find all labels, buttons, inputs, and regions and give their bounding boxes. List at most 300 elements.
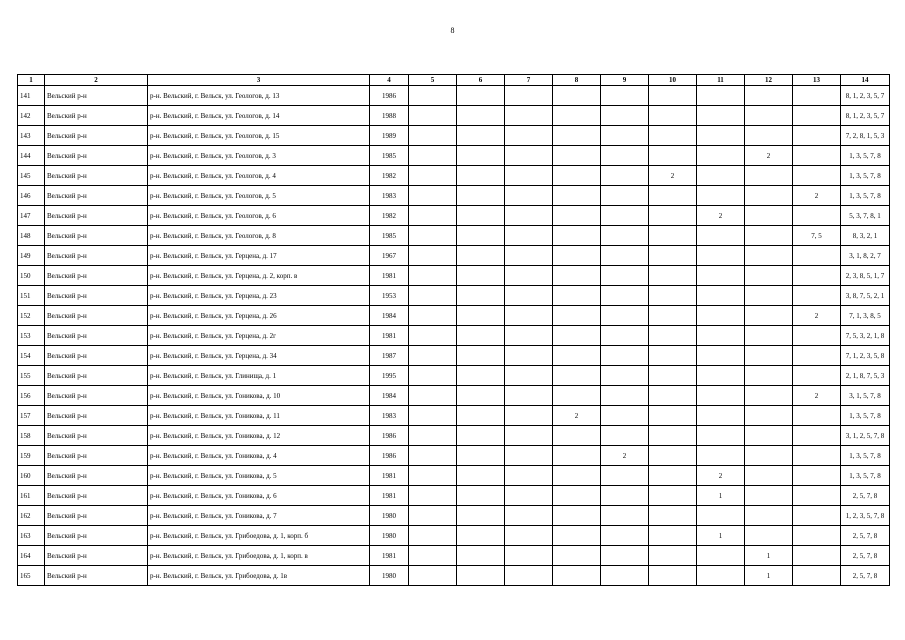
col-8-cell [553,106,601,126]
col-12-cell [745,486,793,506]
col-12-cell [745,526,793,546]
row-number-cell: 148 [18,226,45,246]
col-9-cell [601,186,649,206]
district-cell: Вельский р-н [45,286,148,306]
address-cell: р-н. Вельский, г. Вельск, ул. Геологов, д. 4 [148,166,370,186]
district-cell: Вельский р-н [45,166,148,186]
col-6-cell [457,406,505,426]
col-10-cell [649,106,697,126]
column-header: 5 [409,75,457,86]
col-5-cell [409,446,457,466]
table-row [18,526,890,546]
table-row [18,486,890,506]
table-row [18,466,890,486]
table-row [18,86,890,106]
col-8-cell [553,386,601,406]
col-8-cell [553,206,601,226]
col-7-cell [505,166,553,186]
row-number-cell: 160 [18,466,45,486]
col-13-cell [793,146,841,166]
row-number-cell: 149 [18,246,45,266]
col-11-cell [697,226,745,246]
row-number-cell: 163 [18,526,45,546]
col-6-cell [457,366,505,386]
col-10-cell [649,146,697,166]
col-9-cell [601,506,649,526]
col-8-cell: 2 [553,406,601,426]
col-10-cell [649,226,697,246]
col-10-cell [649,566,697,586]
col-7-cell [505,566,553,586]
col-10-cell [649,246,697,266]
address-cell: р-н. Вельский, г. Вельск, ул. Геологов, д. 6 [148,206,370,226]
col-6-cell [457,506,505,526]
row-number-cell: 147 [18,206,45,226]
col-8-cell [553,166,601,186]
col-13-cell [793,106,841,126]
district-cell: Вельский р-н [45,426,148,446]
district-cell: Вельский р-н [45,526,148,546]
col-13-cell [793,486,841,506]
table-row [18,506,890,526]
col-6-cell [457,546,505,566]
district-cell: Вельский р-н [45,246,148,266]
year-cell: 1988 [370,106,409,126]
col-7-cell [505,126,553,146]
row-number-cell: 145 [18,166,45,186]
year-cell: 1982 [370,166,409,186]
row-number-cell: 158 [18,426,45,446]
col-6-cell [457,126,505,146]
table-row [18,166,890,186]
col-7-cell [505,506,553,526]
col-8-cell [553,446,601,466]
district-cell: Вельский р-н [45,146,148,166]
col-5-cell [409,346,457,366]
district-cell: Вельский р-н [45,466,148,486]
col-13-cell [793,266,841,286]
col-8-cell [553,226,601,246]
col-9-cell [601,146,649,166]
col-14-cell: 1, 3, 5, 7, 8 [841,186,890,206]
col-11-cell: 2 [697,466,745,486]
address-cell: р-н. Вельский, г. Вельск, ул. Геологов, д. 15 [148,126,370,146]
col-12-cell [745,106,793,126]
col-11-cell [697,406,745,426]
col-8-cell [553,486,601,506]
col-8-cell [553,86,601,106]
col-10-cell [649,286,697,306]
col-7-cell [505,526,553,546]
col-11-cell [697,186,745,206]
col-14-cell: 1, 3, 5, 7, 8 [841,146,890,166]
row-number-cell: 150 [18,266,45,286]
col-6-cell [457,566,505,586]
col-9-cell [601,326,649,346]
col-12-cell [745,366,793,386]
col-13-cell [793,326,841,346]
col-8-cell [553,246,601,266]
col-11-cell: 2 [697,206,745,226]
col-9-cell [601,466,649,486]
year-cell: 1953 [370,286,409,306]
column-header: 7 [505,75,553,86]
col-9-cell [601,266,649,286]
column-header: 11 [697,75,745,86]
col-5-cell [409,326,457,346]
col-13-cell: 7, 5 [793,226,841,246]
col-14-cell: 8, 1, 2, 3, 5, 7 [841,86,890,106]
district-cell: Вельский р-н [45,506,148,526]
col-8-cell [553,306,601,326]
year-cell: 1989 [370,126,409,146]
col-5-cell [409,566,457,586]
col-9-cell [601,286,649,306]
address-cell: р-н. Вельский, г. Вельск, ул. Грибоедова, д. 1, корп. в [148,546,370,566]
table-body [18,86,890,586]
year-cell: 1983 [370,186,409,206]
col-7-cell [505,486,553,506]
col-12-cell [745,426,793,446]
col-11-cell [697,446,745,466]
col-6-cell [457,446,505,466]
address-cell: р-н. Вельский, г. Вельск, ул. Гоникова, д. 4 [148,446,370,466]
col-5-cell [409,506,457,526]
col-11-cell [697,506,745,526]
col-9-cell [601,166,649,186]
table-row [18,106,890,126]
col-5-cell [409,406,457,426]
col-6-cell [457,386,505,406]
col-14-cell: 3, 1, 5, 7, 8 [841,386,890,406]
col-7-cell [505,446,553,466]
col-11-cell [697,246,745,266]
table-row [18,146,890,166]
col-11-cell [697,366,745,386]
col-14-cell: 2, 3, 8, 5, 1, 7 [841,266,890,286]
col-10-cell [649,466,697,486]
row-number-cell: 153 [18,326,45,346]
col-13-cell [793,126,841,146]
col-13-cell [793,406,841,426]
district-cell: Вельский р-н [45,406,148,426]
year-cell: 1987 [370,346,409,366]
col-13-cell: 2 [793,186,841,206]
col-11-cell [697,546,745,566]
col-10-cell [649,126,697,146]
col-7-cell [505,386,553,406]
address-cell: р-н. Вельский, г. Вельск, ул. Грибоедова, д. 1в [148,566,370,586]
column-header: 10 [649,75,697,86]
col-10-cell [649,546,697,566]
col-7-cell [505,326,553,346]
col-13-cell [793,206,841,226]
column-header: 14 [841,75,890,86]
col-7-cell [505,246,553,266]
row-number-cell: 141 [18,86,45,106]
col-8-cell [553,366,601,386]
col-11-cell [697,346,745,366]
column-header: 12 [745,75,793,86]
address-cell: р-н. Вельский, г. Вельск, ул. Геологов, д. 8 [148,226,370,246]
col-5-cell [409,206,457,226]
row-number-cell: 164 [18,546,45,566]
col-5-cell [409,486,457,506]
address-cell: р-н. Вельский, г. Вельск, ул. Геологов, д. 13 [148,86,370,106]
col-14-cell: 3, 1, 8, 2, 7 [841,246,890,266]
col-14-cell: 5, 3, 7, 8, 1 [841,206,890,226]
address-cell: р-н. Вельский, г. Вельск, ул. Гоникова, д. 11 [148,406,370,426]
header-row [18,75,890,86]
address-cell: р-н. Вельский, г. Вельск, ул. Герцена, д. 23 [148,286,370,306]
col-7-cell [505,186,553,206]
col-7-cell [505,106,553,126]
col-9-cell [601,126,649,146]
column-header: 4 [370,75,409,86]
table-row [18,326,890,346]
table-row [18,286,890,306]
col-5-cell [409,186,457,206]
table-row [18,426,890,446]
row-number-cell: 159 [18,446,45,466]
col-5-cell [409,426,457,446]
col-5-cell [409,526,457,546]
col-14-cell: 1, 3, 5, 7, 8 [841,446,890,466]
col-5-cell [409,106,457,126]
table-row [18,346,890,366]
table-row [18,186,890,206]
row-number-cell: 142 [18,106,45,126]
col-11-cell: 1 [697,486,745,506]
year-cell: 1980 [370,506,409,526]
col-5-cell [409,166,457,186]
col-11-cell [697,326,745,346]
col-10-cell [649,386,697,406]
col-11-cell [697,126,745,146]
col-13-cell [793,286,841,306]
col-14-cell: 1, 3, 5, 7, 8 [841,166,890,186]
col-6-cell [457,86,505,106]
table-row [18,246,890,266]
col-5-cell [409,546,457,566]
col-9-cell: 2 [601,446,649,466]
col-14-cell: 3, 1, 2, 5, 7, 8 [841,426,890,446]
address-cell: р-н. Вельский, г. Вельск, ул. Гоникова, д. 5 [148,466,370,486]
col-13-cell: 2 [793,386,841,406]
col-13-cell [793,86,841,106]
col-6-cell [457,526,505,546]
col-8-cell [553,266,601,286]
col-9-cell [601,346,649,366]
col-14-cell: 1, 3, 5, 7, 8 [841,406,890,426]
col-8-cell [553,146,601,166]
col-10-cell [649,366,697,386]
col-5-cell [409,86,457,106]
address-cell: р-н. Вельский, г. Вельск, ул. Герцена, д. 17 [148,246,370,266]
col-13-cell: 2 [793,306,841,326]
col-8-cell [553,546,601,566]
district-cell: Вельский р-н [45,386,148,406]
col-10-cell [649,306,697,326]
col-12-cell [745,346,793,366]
address-cell: р-н. Вельский, г. Вельск, ул. Геологов, д. 5 [148,186,370,206]
table-row [18,266,890,286]
district-cell: Вельский р-н [45,366,148,386]
col-13-cell [793,466,841,486]
table-row [18,406,890,426]
col-12-cell [745,126,793,146]
col-7-cell [505,346,553,366]
district-cell: Вельский р-н [45,446,148,466]
col-6-cell [457,226,505,246]
col-6-cell [457,266,505,286]
district-cell: Вельский р-н [45,206,148,226]
district-cell: Вельский р-н [45,226,148,246]
col-12-cell [745,246,793,266]
col-13-cell [793,446,841,466]
col-12-cell: 1 [745,566,793,586]
col-13-cell [793,566,841,586]
col-5-cell [409,466,457,486]
col-10-cell [649,266,697,286]
address-cell: р-н. Вельский, г. Вельск, ул. Гоникова, д. 12 [148,426,370,446]
year-cell: 1980 [370,566,409,586]
row-number-cell: 154 [18,346,45,366]
col-10-cell [649,86,697,106]
table-row [18,306,890,326]
col-7-cell [505,466,553,486]
table-row [18,546,890,566]
table-row [18,126,890,146]
col-14-cell: 8, 1, 2, 3, 5, 7 [841,106,890,126]
district-cell: Вельский р-н [45,86,148,106]
table-row [18,226,890,246]
col-10-cell: 2 [649,166,697,186]
col-7-cell [505,266,553,286]
column-header: 9 [601,75,649,86]
col-6-cell [457,306,505,326]
col-13-cell [793,166,841,186]
year-cell: 1985 [370,146,409,166]
col-9-cell [601,486,649,506]
row-number-cell: 144 [18,146,45,166]
col-7-cell [505,286,553,306]
column-header: 13 [793,75,841,86]
district-cell: Вельский р-н [45,266,148,286]
col-11-cell [697,86,745,106]
col-14-cell: 7, 1, 2, 3, 5, 8 [841,346,890,366]
col-7-cell [505,306,553,326]
district-cell: Вельский р-н [45,546,148,566]
col-11-cell [697,166,745,186]
col-5-cell [409,366,457,386]
address-cell: р-н. Вельский, г. Вельск, ул. Геологов, д. 14 [148,106,370,126]
year-cell: 1981 [370,486,409,506]
year-cell: 1985 [370,226,409,246]
col-7-cell [505,546,553,566]
col-8-cell [553,186,601,206]
col-6-cell [457,486,505,506]
table-row [18,446,890,466]
col-14-cell: 1, 3, 5, 7, 8 [841,466,890,486]
year-cell: 1986 [370,446,409,466]
page-number: 8 [450,26,455,35]
col-12-cell [745,286,793,306]
year-cell: 1981 [370,326,409,346]
district-cell: Вельский р-н [45,566,148,586]
col-12-cell [745,506,793,526]
row-number-cell: 162 [18,506,45,526]
col-7-cell [505,226,553,246]
col-6-cell [457,146,505,166]
col-8-cell [553,326,601,346]
col-13-cell [793,546,841,566]
col-8-cell [553,346,601,366]
address-cell: р-н. Вельский, г. Вельск, ул. Гоникова, д. 10 [148,386,370,406]
col-10-cell [649,326,697,346]
col-5-cell [409,266,457,286]
address-cell: р-н. Вельский, г. Вельск, ул. Геологов, д. 3 [148,146,370,166]
year-cell: 1995 [370,366,409,386]
col-7-cell [505,426,553,446]
col-5-cell [409,246,457,266]
col-14-cell: 2, 5, 7, 8 [841,526,890,546]
address-cell: р-н. Вельский, г. Вельск, ул. Герцена, д. 26 [148,306,370,326]
col-13-cell [793,506,841,526]
year-cell: 1981 [370,546,409,566]
col-6-cell [457,326,505,346]
district-cell: Вельский р-н [45,126,148,146]
col-13-cell [793,246,841,266]
col-10-cell [649,506,697,526]
col-9-cell [601,426,649,446]
col-11-cell [697,106,745,126]
col-8-cell [553,426,601,446]
col-12-cell [745,326,793,346]
col-6-cell [457,286,505,306]
col-10-cell [649,406,697,426]
col-5-cell [409,286,457,306]
col-8-cell [553,466,601,486]
col-11-cell [697,306,745,326]
col-8-cell [553,506,601,526]
col-5-cell [409,126,457,146]
column-header: 8 [553,75,601,86]
col-9-cell [601,526,649,546]
col-12-cell [745,206,793,226]
col-11-cell: 1 [697,526,745,546]
year-cell: 1981 [370,266,409,286]
col-8-cell [553,566,601,586]
column-header: 2 [45,75,148,86]
col-7-cell [505,206,553,226]
row-number-cell: 146 [18,186,45,206]
col-10-cell [649,446,697,466]
year-cell: 1981 [370,466,409,486]
col-8-cell [553,126,601,146]
row-number-cell: 143 [18,126,45,146]
col-10-cell [649,186,697,206]
address-cell: р-н. Вельский, г. Вельск, ул. Герцена, д. 2г [148,326,370,346]
col-12-cell [745,466,793,486]
col-14-cell: 3, 8, 7, 5, 2, 1 [841,286,890,306]
col-5-cell [409,306,457,326]
row-number-cell: 161 [18,486,45,506]
col-6-cell [457,206,505,226]
col-5-cell [409,146,457,166]
col-9-cell [601,546,649,566]
address-cell: р-н. Вельский, г. Вельск, ул. Гоникова, д. 6 [148,486,370,506]
